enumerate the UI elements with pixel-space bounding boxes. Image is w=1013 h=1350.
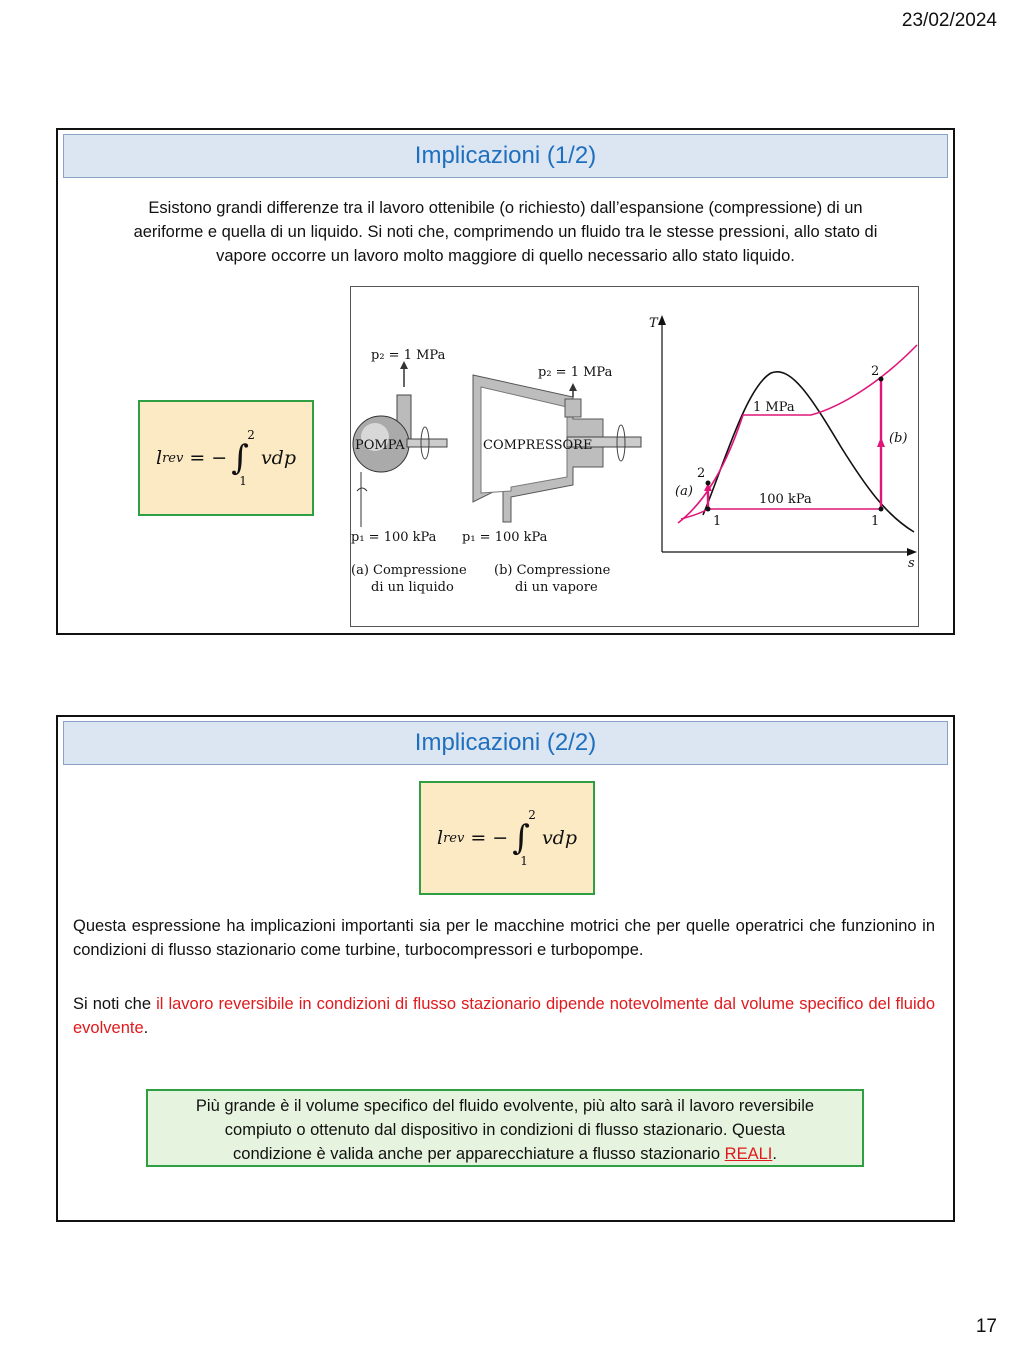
state-2-liquid: 2 [697,466,706,481]
formula-lhs: l [155,447,163,469]
formula-lhs: l [436,827,444,849]
paragraph-prefix: Si noti che [73,995,157,1013]
t-axis-label: T [649,316,658,331]
state-1-vapor: 1 [871,514,880,529]
compression-figure [350,286,919,627]
formula-equals: = − [470,827,509,849]
formula-integrand: vdp [260,447,296,469]
caption-b-line1: (b) Compressione [494,563,611,578]
isobar-low-label: 100 kPa [759,492,812,507]
isobar-high-label: 1 MPa [753,400,795,415]
integral-sign: ∫ 2 1 [231,428,255,488]
pump-inlet-pressure: p₁ = 100 kPa [351,530,437,545]
key-note-box [146,1089,864,1167]
page-date: 23/02/2024 [901,10,997,31]
note-line3-prefix: condizione è valida anche per apparecchiature a flusso stazionario [233,1145,725,1163]
note-line: Più grande è il volume specifico del fluido evolvente, più alto sarà il lavoro reversibile [195,1097,815,1115]
pump-illustration [351,348,467,595]
isobar-100kpa [681,509,881,519]
paragraph-specific-volume [73,992,935,1040]
caption-a-line2: di un liquido [371,580,454,595]
state-1-liquid: 1 [713,514,722,529]
formula-equals: = − [189,447,228,469]
intro-line: vapore occorre un lavoro molto maggiore di quello necessario allo stato liquido. [216,247,795,265]
intro-line: aeriforme e quella di un liquido. Si noti che, comprimendo un fluido tra le stesse pressioni, allo stato di [133,223,878,241]
note-line [148,1142,862,1166]
formula-integrand: vdp [541,827,577,849]
reversible-work-formula [138,400,314,516]
process-a-label: (a) [675,484,693,499]
slide-title: Implicazioni (1/2) [63,134,948,178]
paragraph-suffix: . [143,1019,149,1037]
compressor-label: COMPRESSORE [483,438,593,453]
caption-b-line2: di un vapore [515,580,598,595]
paragraph-highlight: il lavoro reversibile in condizioni di flusso stazionario dipende notevolmente dal volume specifico del fluido evolvente [73,995,935,1037]
s-axis-label: s [908,556,915,571]
intro-text [88,196,923,268]
caption-a-line1: (a) Compressione [351,563,467,578]
process-b-label: (b) [889,431,908,446]
integral-lower-limit: 1 [239,474,247,488]
ts-diagram [649,315,917,571]
state-2-vapor: 2 [871,364,880,379]
reversible-work-formula [419,781,595,895]
pump-label: POMPA [355,438,405,453]
slide-implicazioni-2 [56,715,955,1222]
slide-implicazioni-1 [56,128,955,635]
compressor-illustration [462,365,641,595]
integral-lower-limit: 1 [520,854,528,868]
compressor-inlet-pressure: p₁ = 100 kPa [462,530,548,545]
integral-upper-limit: 2 [528,808,536,822]
formula-lhs-subscript: rev [443,830,465,846]
intro-line: Esistono grandi differenze tra il lavoro ottenibile (o richiesto) dall’espansione (compressione) di un [148,199,863,217]
note-line3-suffix: . [772,1145,777,1163]
compressor-outlet-pressure: p₂ = 1 MPa [538,365,613,380]
integral-upper-limit: 2 [247,428,255,442]
formula-lhs-subscript: rev [162,450,184,466]
paragraph-implications: Questa espressione ha implicazioni importanti sia per le macchine motrici che per quelle operatrici che funzionino in condizioni di flusso stazionario come turbine, turbocompressori e turbopompe. [73,917,935,959]
pump-outlet-pressure: p₂ = 1 MPa [371,348,446,363]
slide-title: Implicazioni (2/2) [63,721,948,765]
note-line: compiuto o ottenuto dal dispositivo in condizioni di flusso stazionario. Questa [224,1121,786,1139]
integral-sign: ∫ 2 1 [512,808,536,868]
note-reali-link: REALI [724,1145,773,1163]
page-number: 17 [975,1316,997,1337]
